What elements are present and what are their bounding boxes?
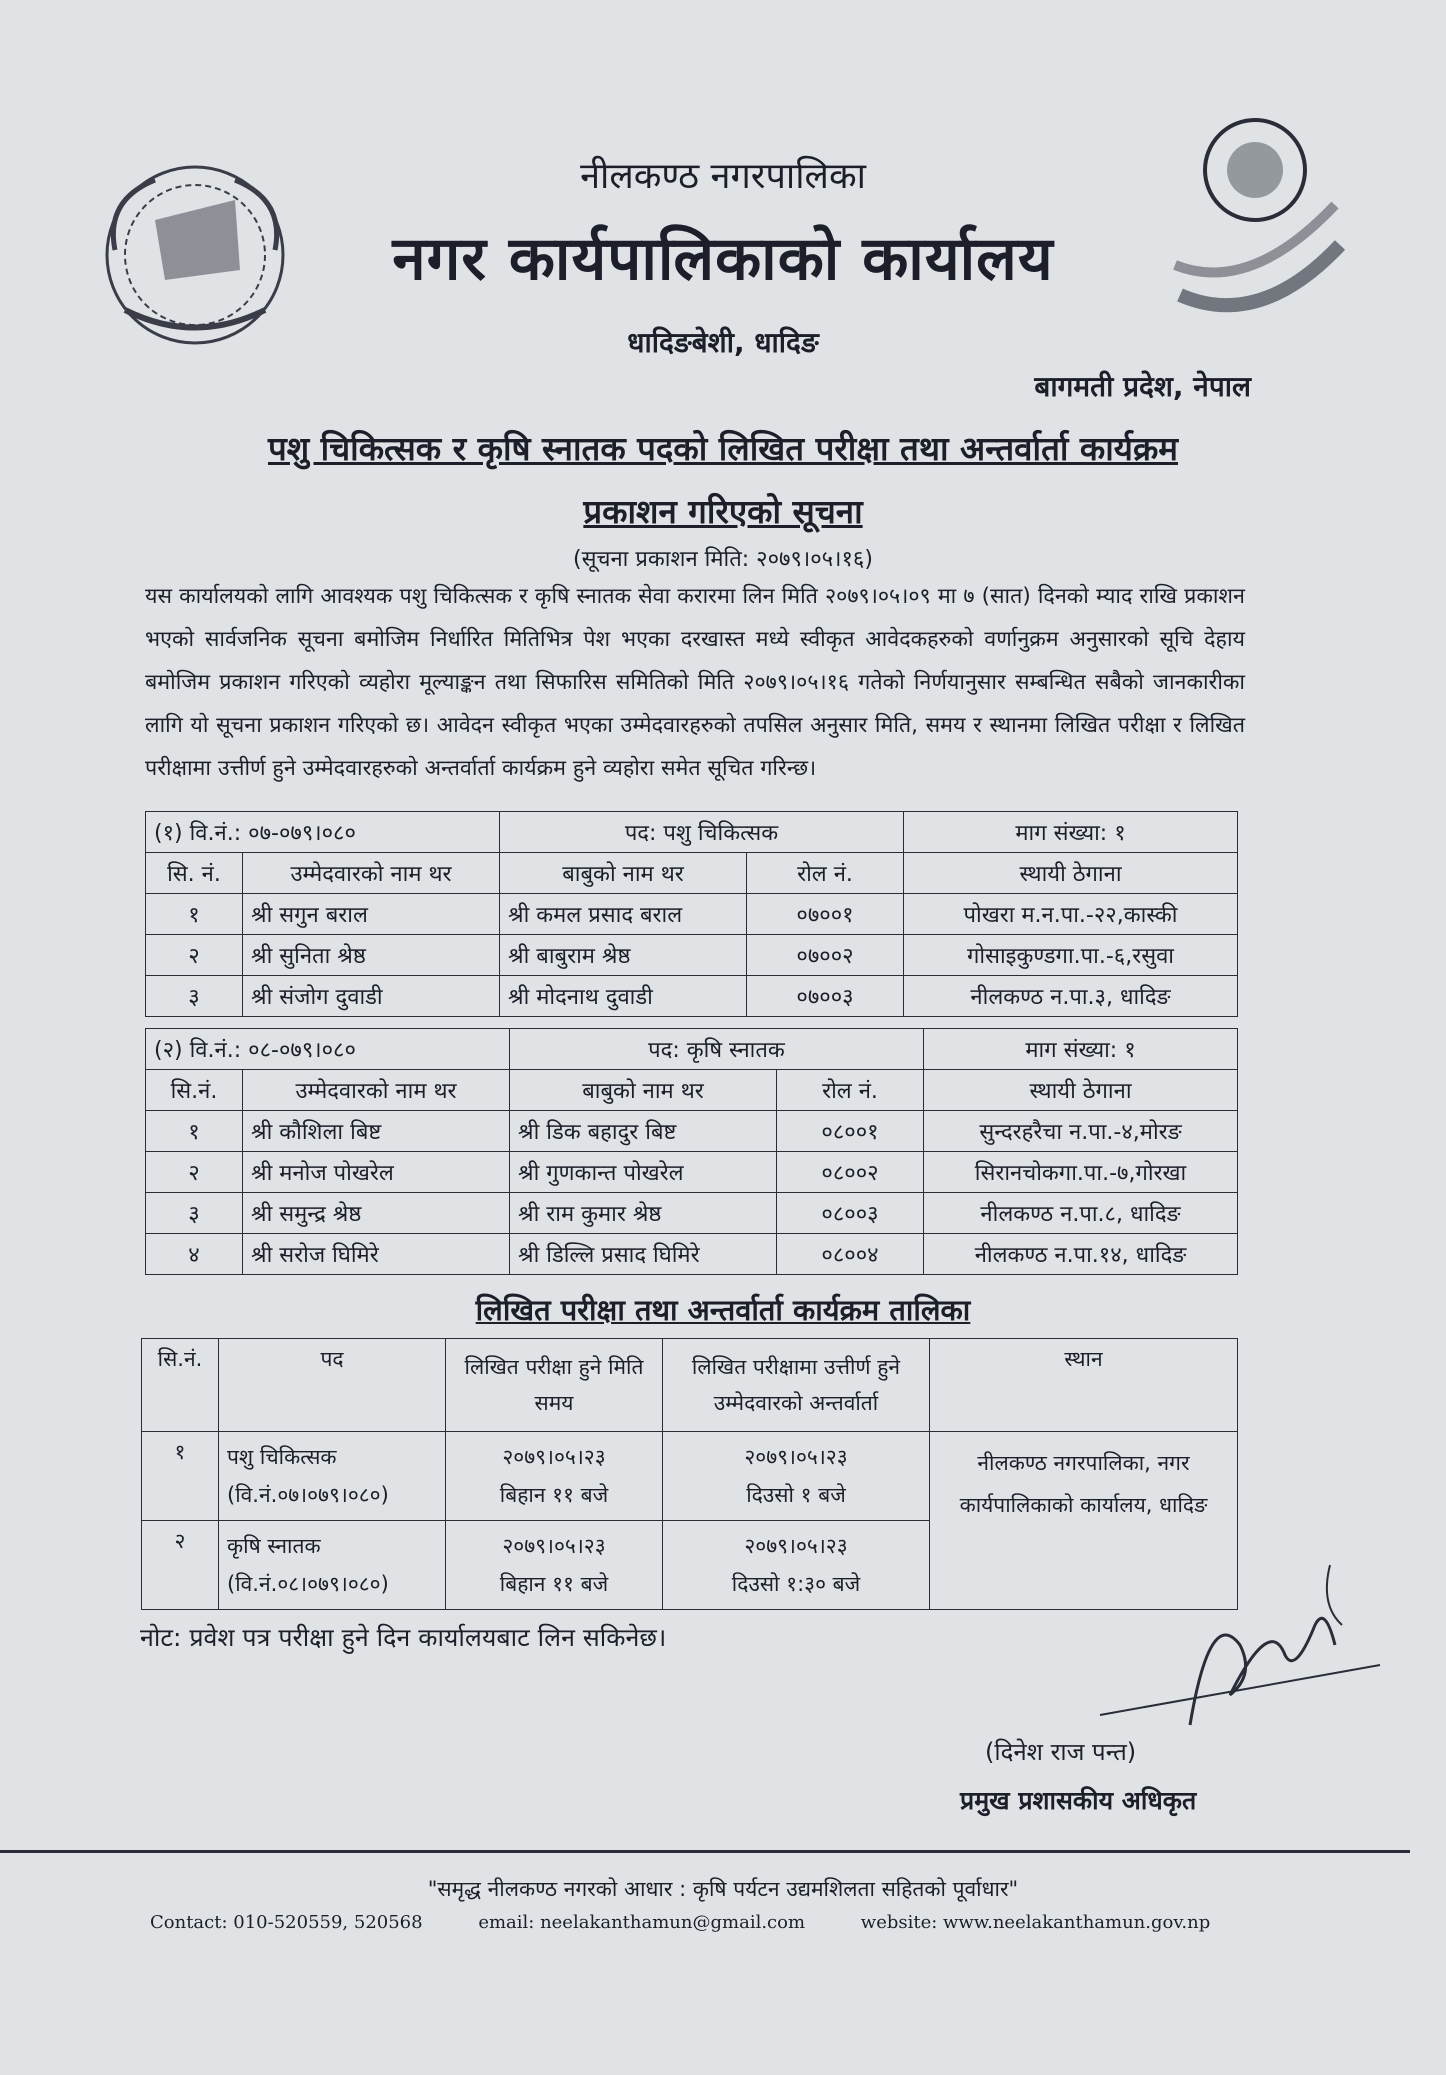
- cell-post: कृषि स्नातक: [227, 1534, 321, 1558]
- col-sn: सि.नं.: [142, 1339, 219, 1432]
- cell-post-ad: (वि.नं.०७।०७९।०८०): [227, 1483, 389, 1507]
- candidate-table-vet: [145, 811, 1238, 1017]
- cell-name: श्री सगुन बराल: [243, 894, 500, 935]
- cell-name: श्री संजोग दुवाडी: [243, 976, 500, 1017]
- signatory-name: (दिनेश राज पन्त): [985, 1738, 1137, 1766]
- cell-interview-time: दिउसो १ बजे: [746, 1483, 846, 1507]
- table-post: पद: कृषि स्नातक: [510, 1029, 924, 1070]
- col-interview: लिखित परीक्षामा उत्तीर्ण हुने उम्मेदवारको अन्तर्वार्ता: [663, 1339, 930, 1432]
- table-row: [146, 935, 1238, 976]
- contact-website: website: www.neelakanthamun.gov.np: [860, 1912, 1211, 1933]
- table-row: [146, 1193, 1238, 1234]
- table-row: [146, 1234, 1238, 1275]
- cell-address: नीलकण्ठ न.पा.८, धादिङ: [924, 1193, 1238, 1234]
- cell-sn: १: [146, 1111, 243, 1152]
- col-father: बाबुको नाम थर: [510, 1070, 777, 1111]
- cell-address: सिरानचोकगा.पा.-७,गोरखा: [924, 1152, 1238, 1193]
- office-location: धादिङबेशी, धादिङ: [627, 326, 819, 359]
- contact-phone: Contact: 010-520559, 520568: [150, 1912, 423, 1933]
- cell-roll: ०८००२: [777, 1152, 924, 1193]
- schedule-title: लिखित परीक्षा तथा अन्तर्वार्ता कार्यक्रम तालिका: [475, 1293, 971, 1327]
- col-sn: सि.नं.: [146, 1070, 243, 1111]
- footer-contact: [150, 1912, 1260, 1933]
- table-row: [146, 894, 1238, 935]
- cell-post-ad: (वि.नं.०८।०७९।०८०): [227, 1572, 389, 1596]
- table-row: [146, 1152, 1238, 1193]
- cell-father: श्री डिल्लि प्रसाद घिमिरे: [510, 1234, 777, 1275]
- publish-date: (सूचना प्रकाशन मिति: २०७९।०५।१६): [573, 547, 873, 572]
- schedule-table: [141, 1338, 1238, 1610]
- table-quota: माग संख्या: १: [904, 812, 1238, 853]
- office-name: नगर कार्यपालिकाको कार्यालय: [392, 224, 1054, 294]
- cell-roll: ०७००२: [747, 935, 904, 976]
- footer-divider: [0, 1850, 1410, 1853]
- cell-interview-date: २०७९।०५।२३: [744, 1534, 848, 1558]
- col-sn: सि. नं.: [146, 853, 243, 894]
- notice-title: पशु चिकित्सक र कृषि स्नातक पदको लिखित परीक्षा तथा अन्तर्वार्ता कार्यक्रम: [267, 429, 1179, 468]
- cell-sn: २: [146, 1152, 243, 1193]
- table-row: [146, 1111, 1238, 1152]
- footer-slogan: "समृद्ध नीलकण्ठ नगरको आधार : कृषि पर्यटन उद्यमशिलता सहितको पूर्वाधार": [427, 1877, 1019, 1901]
- notice-subtitle: प्रकाशन गरिएको सूचना: [583, 492, 863, 531]
- cell-roll: ०८००४: [777, 1234, 924, 1275]
- cell-interview-time: दिउसो १:३० बजे: [731, 1572, 861, 1596]
- cell-roll: ०८००३: [777, 1193, 924, 1234]
- cell-sn: ३: [146, 976, 243, 1017]
- cell-interview-date: २०७९।०५।२३: [744, 1445, 848, 1469]
- cell-roll: ०७००१: [747, 894, 904, 935]
- cell-post: पशु चिकित्सक: [227, 1445, 337, 1469]
- col-name: उम्मेदवारको नाम थर: [243, 1070, 510, 1111]
- col-post: पद: [219, 1339, 446, 1432]
- col-name: उम्मेदवारको नाम थर: [243, 853, 500, 894]
- cell-sn: २: [142, 1521, 219, 1610]
- col-father: बाबुको नाम थर: [500, 853, 747, 894]
- cell-address: सुन्दरहरैचा न.पा.-४,मोरङ: [924, 1111, 1238, 1152]
- table-ad-number: (२) वि.नं.: ०८-०७९।०८०: [146, 1029, 510, 1070]
- contact-email: email: neelakanthamun@gmail.com: [478, 1912, 806, 1933]
- cell-name: श्री सरोज घिमिरे: [243, 1234, 510, 1275]
- cell-address: नीलकण्ठ न.पा.३, धादिङ: [904, 976, 1238, 1017]
- cell-father: श्री गुणकान्त पोखरेल: [510, 1152, 777, 1193]
- signatory-designation: प्रमुख प्रशासकीय अधिकृत: [960, 1786, 1197, 1815]
- cell-address: नीलकण्ठ न.पा.१४, धादिङ: [924, 1234, 1238, 1275]
- cell-sn: २: [146, 935, 243, 976]
- table-post: पद: पशु चिकित्सक: [500, 812, 904, 853]
- table-row: [142, 1432, 1238, 1521]
- cell-sn: ३: [146, 1193, 243, 1234]
- cell-roll: ०७००३: [747, 976, 904, 1017]
- cell-father: श्री राम कुमार श्रेष्ठ: [510, 1193, 777, 1234]
- cell-name: श्री समुन्द्र श्रेष्ठ: [243, 1193, 510, 1234]
- cell-father: श्री मोदनाथ दुवाडी: [500, 976, 747, 1017]
- cell-sn: ४: [146, 1234, 243, 1275]
- col-roll: रोल नं.: [777, 1070, 924, 1111]
- signature-icon: [1080, 1545, 1410, 1749]
- note: नोट: प्रवेश पत्र परीक्षा हुने दिन कार्यालयबाट लिन सकिनेछ।: [140, 1623, 667, 1652]
- cell-address: पोखरा म.न.पा.-२२,कास्की: [904, 894, 1238, 935]
- cell-name: श्री मनोज पोखरेल: [243, 1152, 510, 1193]
- candidate-table-agri: [145, 1028, 1238, 1275]
- province: बागमती प्रदेश, नेपाल: [1034, 370, 1251, 403]
- cell-venue: नीलकण्ठ नगरपालिका, नगर कार्यपालिकाको कार्यालय, धादिङ: [930, 1432, 1238, 1610]
- table-row: [146, 976, 1238, 1017]
- col-address: स्थायी ठेगाना: [924, 1070, 1238, 1111]
- cell-name: श्री सुनिता श्रेष्ठ: [243, 935, 500, 976]
- table-ad-number: (१) वि.नं.: ०७-०७९।०८०: [146, 812, 500, 853]
- col-venue: स्थान: [930, 1339, 1238, 1432]
- municipality-name: नीलकण्ठ नगरपालिका: [580, 156, 866, 197]
- table-quota: माग संख्या: १: [924, 1029, 1238, 1070]
- cell-father: श्री बाबुराम श्रेष्ठ: [500, 935, 747, 976]
- cell-sn: १: [142, 1432, 219, 1521]
- cell-exam-date: २०७९।०५।२३: [502, 1534, 606, 1558]
- cell-exam-time: बिहान ११ बजे: [499, 1483, 609, 1507]
- cell-name: श्री कौशिला बिष्ट: [243, 1111, 510, 1152]
- cell-exam-time: बिहान ११ बजे: [499, 1572, 609, 1596]
- col-address: स्थायी ठेगाना: [904, 853, 1238, 894]
- cell-father: श्री डिक बहादुर बिष्ट: [510, 1111, 777, 1152]
- col-roll: रोल नं.: [747, 853, 904, 894]
- notice-body: यस कार्यालयको लागि आवश्यक पशु चिकित्सक र कृषि स्नातक सेवा करारमा लिन मिति २०७९।०५।०९ मा ७ (सात) दिनको म्याद राखि प्रकाशन भएको सार्वजनिक सूचना बमोजिम निर्धारित मितिभित्र पेश भएका दरखास्त मध्ये स्वीकृत आवेदकहरुको वर्णानुक्रम अनुसारको सूचि देहाय बमोजिम प्रकाशन गरिएको व्यहोरा मूल्याङ्कन तथा सिफारिस समितिको मिति २०७९।०५।१६ गतेको निर्णयानुसार सम्बन्धित सबैको जानकारीका लागि यो सूचना प्रकाशन गरिएको छ। आवेदन स्वीकृत भएका उम्मेदवारहरुको तपसिल अनुसार मिति, समय र स्थानमा लिखित परीक्षा र लिखित परीक्षामा उत्तीर्ण हुने उम्मेदवारहरुको अन्तर्वार्ता कार्यक्रम हुने व्यहोरा समेत सूचित गरिन्छ।: [145, 584, 1245, 781]
- col-exam-datetime: लिखित परीक्षा हुने मिति समय: [446, 1339, 663, 1432]
- cell-exam-date: २०७९।०५।२३: [502, 1445, 606, 1469]
- cell-address: गोसाइकुण्डगा.पा.-६,रसुवा: [904, 935, 1238, 976]
- cell-sn: १: [146, 894, 243, 935]
- cell-roll: ०८००१: [777, 1111, 924, 1152]
- cell-father: श्री कमल प्रसाद बराल: [500, 894, 747, 935]
